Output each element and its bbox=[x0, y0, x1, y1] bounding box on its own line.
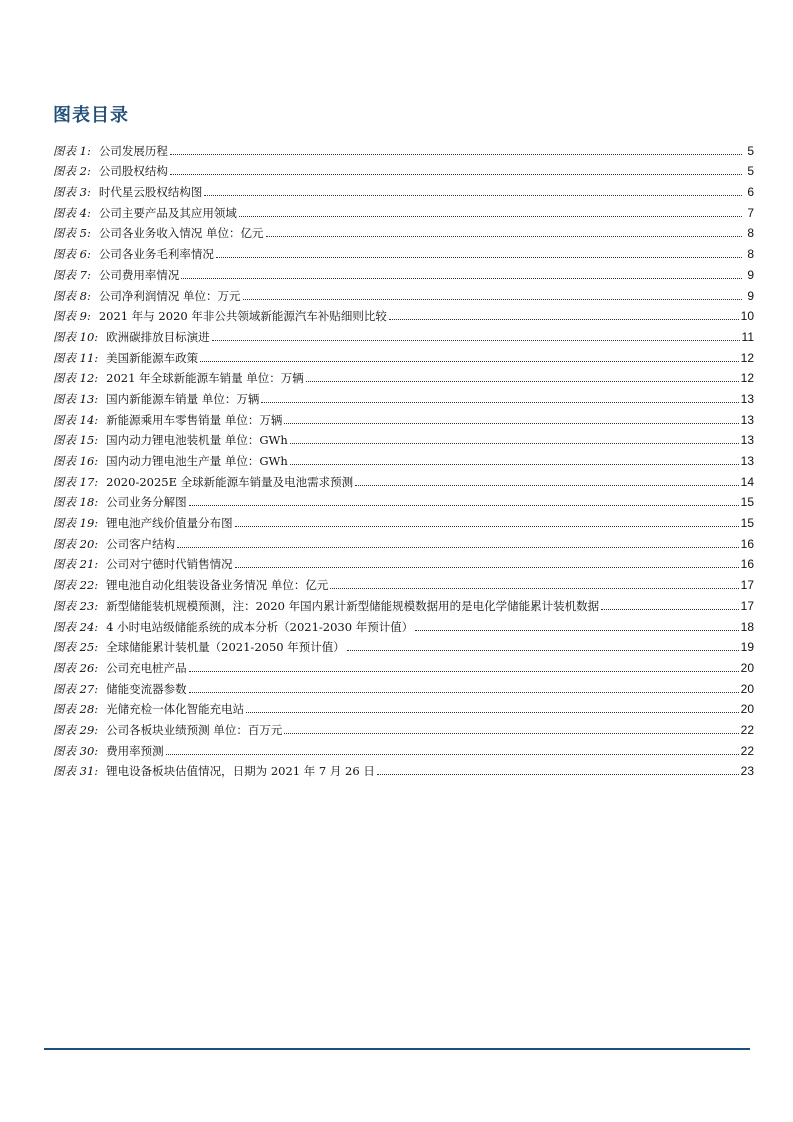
toc-entry-title: 2020-2025E 全球新能源车销量及电池需求预测 bbox=[106, 474, 354, 489]
toc-entry-title: 新能源乘用车零售销量 单位：万辆 bbox=[106, 412, 283, 427]
toc-entry-label: 图表 16: bbox=[53, 454, 99, 468]
toc-entry-page-number: 17 bbox=[740, 598, 754, 613]
toc-entry[interactable] bbox=[53, 592, 754, 613]
toc-entry-title: 美国新能源车政策 bbox=[106, 350, 199, 365]
toc-entry[interactable] bbox=[53, 427, 754, 448]
toc-entry-label: 图表 5: bbox=[53, 226, 91, 241]
toc-entry-title: 光储充检一体化智能充电站 bbox=[106, 702, 245, 717]
toc-entry-page-number: 7 bbox=[747, 205, 754, 220]
toc-entry-page-number: 13 bbox=[740, 412, 754, 427]
toc-entry-page-number: 5 bbox=[747, 164, 754, 179]
toc-entry-page-number: 14 bbox=[740, 474, 754, 489]
toc-entry[interactable] bbox=[53, 489, 754, 510]
toc-entry[interactable] bbox=[53, 178, 754, 199]
toc-entry[interactable] bbox=[53, 158, 754, 179]
toc-entry-page-number: 13 bbox=[740, 391, 754, 406]
dot-leader bbox=[200, 361, 738, 362]
toc-entry-title: 公司股权结构 bbox=[98, 164, 168, 179]
toc-entry-page-number: 18 bbox=[740, 619, 754, 634]
toc-entry-page-number: 5 bbox=[747, 143, 754, 158]
toc-entry-label: 图表 6: bbox=[53, 247, 91, 262]
toc-entry[interactable] bbox=[53, 551, 754, 572]
dot-leader bbox=[177, 547, 738, 548]
toc-entry-title: 2021 年与 2020 年非公共领域新能源汽车补贴细则比较 bbox=[98, 309, 387, 324]
dot-leader bbox=[170, 174, 742, 175]
dot-leader bbox=[216, 257, 742, 258]
toc-entry-label: 图表 14: bbox=[53, 412, 99, 427]
toc-entry-label: 图表 10: bbox=[53, 329, 99, 344]
dot-leader bbox=[266, 236, 742, 237]
toc-entry[interactable] bbox=[53, 613, 754, 634]
footer-rule bbox=[44, 1048, 750, 1050]
toc-entry-title: 国内动力锂电池生产量 单位：GWh bbox=[106, 454, 288, 468]
toc-entry[interactable] bbox=[53, 406, 754, 427]
toc-entry-page-number: 15 bbox=[740, 516, 754, 531]
toc-entry[interactable] bbox=[53, 137, 754, 158]
table-of-figures bbox=[53, 137, 754, 778]
toc-entry-title: 国内新能源车销量 单位：万辆 bbox=[106, 391, 260, 406]
toc-entry-title: 锂电设备板块估值情况，日期为 2021 年 7 月 26 日 bbox=[106, 764, 375, 779]
dot-leader bbox=[189, 671, 739, 672]
dot-leader bbox=[290, 464, 739, 465]
toc-entry[interactable] bbox=[53, 303, 754, 324]
toc-entry-page-number: 17 bbox=[740, 578, 754, 593]
toc-entry-page-number: 9 bbox=[747, 288, 754, 303]
toc-entry-title: 储能变流器参数 bbox=[106, 681, 187, 696]
dot-leader bbox=[235, 526, 739, 527]
toc-entry-title: 新型储能装机规模预测，注：2020 年国内累计新型储能规模数据用的是电化学储能累计装机数据 bbox=[106, 598, 600, 613]
dot-leader bbox=[330, 588, 738, 589]
toc-entry-page-number: 20 bbox=[740, 681, 754, 696]
toc-entry-title: 公司发展历程 bbox=[98, 143, 168, 158]
dot-leader bbox=[601, 609, 739, 610]
toc-entry-page-number: 6 bbox=[747, 185, 754, 200]
toc-entry-label: 图表 1: bbox=[53, 143, 91, 158]
toc-entry-title: 4 小时电站级储能系统的成本分析（2021-2030 年预计值） bbox=[106, 619, 414, 634]
toc-entry-label: 图表 13: bbox=[53, 391, 99, 406]
toc-entry-title: 锂电池自动化组装设备业务情况 单位：亿元 bbox=[106, 578, 329, 593]
toc-entry-label: 图表 12: bbox=[53, 371, 99, 386]
toc-entry[interactable] bbox=[53, 282, 754, 303]
dot-leader bbox=[355, 485, 739, 486]
toc-entry-label: 图表 20: bbox=[53, 536, 99, 551]
toc-entry[interactable] bbox=[53, 240, 754, 261]
toc-entry-label: 图表 11: bbox=[53, 350, 99, 365]
toc-entry-label: 图表 3: bbox=[53, 185, 91, 200]
toc-entry-title: 公司净利润情况 单位：万元 bbox=[98, 288, 241, 303]
toc-entry-label: 图表 24: bbox=[53, 619, 99, 634]
toc-entry[interactable] bbox=[53, 344, 754, 365]
toc-entry-page-number: 8 bbox=[747, 226, 754, 241]
dot-leader bbox=[243, 299, 742, 300]
toc-entry[interactable] bbox=[53, 758, 754, 779]
toc-entry[interactable] bbox=[53, 199, 754, 220]
toc-entry-page-number: 12 bbox=[740, 371, 754, 386]
toc-entry-label: 图表 9: bbox=[53, 309, 91, 324]
toc-entry-title: 公司业务分解图 bbox=[106, 495, 187, 510]
toc-entry-title: 公司各板块业绩预测 单位：百万元 bbox=[106, 722, 283, 737]
toc-entry-label: 图表 22: bbox=[53, 578, 99, 593]
toc-entry-title: 欧洲碳排放目标演进 bbox=[106, 329, 210, 344]
toc-entry-label: 图表 15: bbox=[53, 433, 99, 448]
toc-entry-title: 公司各业务毛利率情况 bbox=[98, 247, 214, 262]
toc-entry[interactable] bbox=[53, 468, 754, 489]
toc-entry-title: 公司对宁德时代销售情况 bbox=[106, 557, 233, 572]
toc-entry[interactable] bbox=[53, 385, 754, 406]
dot-leader bbox=[261, 402, 738, 403]
toc-entry-title: 国内动力锂电池装机量 单位：GWh bbox=[106, 433, 288, 448]
dot-leader bbox=[181, 278, 742, 279]
dot-leader bbox=[284, 423, 738, 424]
toc-entry-label: 图表 25: bbox=[53, 640, 99, 655]
toc-entry-label: 图表 30: bbox=[53, 743, 99, 758]
dot-leader bbox=[166, 754, 739, 755]
toc-entry-label: 图表 31: bbox=[53, 764, 99, 779]
toc-entry-label: 图表 4: bbox=[53, 205, 91, 220]
toc-entry-title: 公司充电桩产品 bbox=[106, 660, 187, 675]
toc-entry-page-number: 16 bbox=[740, 557, 754, 572]
toc-entry[interactable] bbox=[53, 447, 754, 468]
toc-entry[interactable] bbox=[53, 220, 754, 241]
toc-entry-label: 图表 18: bbox=[53, 495, 99, 510]
toc-entry-page-number: 22 bbox=[740, 722, 754, 737]
toc-entry-page-number: 8 bbox=[747, 247, 754, 262]
toc-entry-label: 图表 23: bbox=[53, 598, 99, 613]
toc-entry-label: 图表 21: bbox=[53, 557, 99, 572]
toc-entry-page-number: 15 bbox=[740, 495, 754, 510]
toc-entry-label: 图表 2: bbox=[53, 164, 91, 179]
toc-entry-label: 图表 17: bbox=[53, 474, 99, 489]
dot-leader bbox=[347, 650, 739, 651]
dot-leader bbox=[235, 567, 739, 568]
toc-entry-title: 公司主要产品及其应用领域 bbox=[98, 205, 237, 220]
toc-entry-label: 图表 26: bbox=[53, 660, 99, 675]
toc-entry-label: 图表 28: bbox=[53, 702, 99, 717]
toc-entry-label: 图表 7: bbox=[53, 267, 91, 282]
toc-entry[interactable] bbox=[53, 323, 754, 344]
toc-entry-label: 图表 27: bbox=[53, 681, 99, 696]
toc-entry[interactable] bbox=[53, 716, 754, 737]
dot-leader bbox=[239, 216, 742, 217]
dot-leader bbox=[246, 712, 738, 713]
dot-leader bbox=[212, 340, 740, 341]
toc-entry-page-number: 11 bbox=[741, 329, 754, 344]
dot-leader bbox=[204, 195, 742, 196]
toc-entry-title: 费用率预测 bbox=[106, 743, 164, 758]
toc-entry-title: 时代星云股权结构图 bbox=[98, 185, 203, 200]
dot-leader bbox=[170, 154, 742, 155]
toc-entry-page-number: 16 bbox=[740, 536, 754, 551]
toc-entry-title: 公司费用率情况 bbox=[98, 267, 180, 282]
dot-leader bbox=[389, 319, 739, 320]
toc-entry[interactable] bbox=[53, 509, 754, 530]
toc-entry[interactable] bbox=[53, 737, 754, 758]
toc-entry[interactable] bbox=[53, 261, 754, 282]
toc-entry-page-number: 9 bbox=[747, 267, 754, 282]
toc-entry[interactable] bbox=[53, 530, 754, 551]
dot-leader bbox=[377, 774, 739, 775]
toc-entry-title: 公司客户结构 bbox=[106, 536, 176, 551]
toc-entry-page-number: 20 bbox=[740, 702, 754, 717]
toc-entry-label: 图表 19: bbox=[53, 516, 99, 531]
toc-entry[interactable] bbox=[53, 696, 754, 717]
toc-entry-label: 图表 8: bbox=[53, 288, 91, 303]
toc-entry-title: 2021 年全球新能源车销量 单位：万辆 bbox=[106, 371, 304, 386]
toc-entry[interactable] bbox=[53, 571, 754, 592]
toc-entry-page-number: 10 bbox=[740, 309, 754, 324]
toc-entry-page-number: 19 bbox=[740, 640, 754, 655]
page-title: 图表目录 bbox=[53, 105, 129, 126]
toc-entry[interactable] bbox=[53, 654, 754, 675]
toc-entry-page-number: 22 bbox=[740, 743, 754, 758]
toc-entry-page-number: 20 bbox=[740, 660, 754, 675]
dot-leader bbox=[415, 630, 738, 631]
toc-entry-title: 全球储能累计装机量（2021-2050 年预计值） bbox=[106, 640, 345, 655]
dot-leader bbox=[189, 692, 739, 693]
dot-leader bbox=[284, 733, 738, 734]
toc-entry-page-number: 12 bbox=[740, 350, 754, 365]
dot-leader bbox=[290, 443, 739, 444]
toc-entry-title: 锂电池产线价值量分布图 bbox=[106, 516, 233, 531]
toc-entry-page-number: 23 bbox=[740, 764, 754, 779]
dot-leader bbox=[189, 505, 739, 506]
toc-entry[interactable] bbox=[53, 634, 754, 655]
toc-entry-label: 图表 29: bbox=[53, 722, 99, 737]
toc-entry-page-number: 13 bbox=[740, 454, 754, 468]
toc-entry[interactable] bbox=[53, 675, 754, 696]
dot-leader bbox=[306, 381, 739, 382]
toc-entry[interactable] bbox=[53, 365, 754, 386]
toc-entry-title: 公司各业务收入情况 单位：亿元 bbox=[98, 226, 264, 241]
toc-entry-page-number: 13 bbox=[740, 433, 754, 448]
